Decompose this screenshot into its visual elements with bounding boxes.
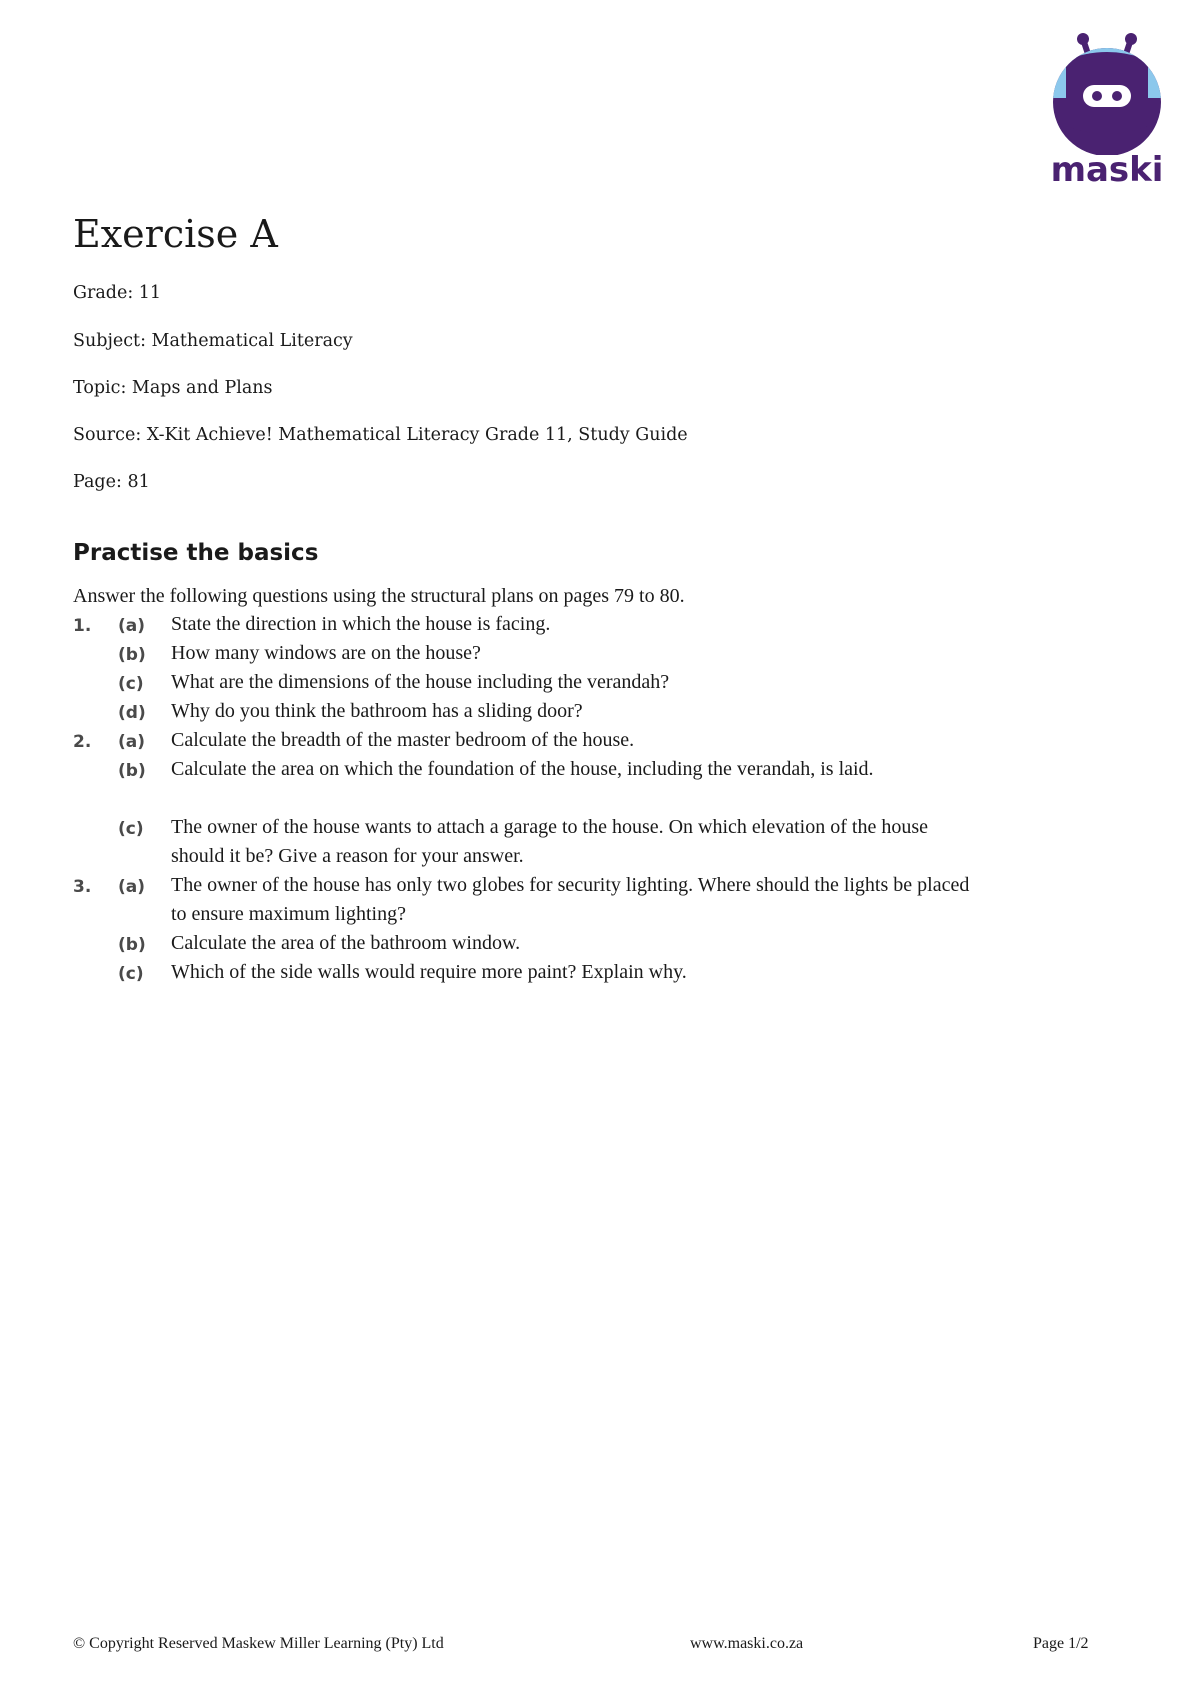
part-text: Calculate the breadth of the master bedroom of the house.	[171, 729, 635, 751]
maski-logo	[1048, 30, 1178, 200]
part-text: How many windows are on the house?	[171, 642, 481, 664]
footer-page-number: Page 1/2	[1033, 1635, 1089, 1652]
part-text: State the direction in which the house is facing.	[171, 613, 551, 635]
part-label: (a)	[118, 732, 146, 752]
part-label: (a)	[118, 877, 146, 897]
footer-copyright: © Copyright Reserved Maskew Miller Learning (Pty) Ltd	[73, 1635, 444, 1652]
meta-grade: Grade: 11	[73, 283, 162, 303]
intro-text: Answer the following questions using the structural plans on pages 79 to 80.	[73, 585, 685, 607]
footer-website-link[interactable]: www.maski.co.za	[690, 1635, 804, 1652]
meta-source: Source: X-Kit Achieve! Mathematical Literacy Grade 11, Study Guide	[73, 425, 688, 445]
page-title: Exercise A	[73, 212, 278, 256]
part-text: The owner of the house wants to attach a garage to the house. On which elevation of the house should it be? Give a reason for your answer.	[171, 816, 928, 867]
meta-topic: Topic: Maps and Plans	[73, 378, 273, 398]
part-text: Why do you think the bathroom has a sliding door?	[171, 700, 583, 722]
part-label: (c)	[118, 819, 144, 839]
part-label: (c)	[118, 964, 144, 984]
part-text: Calculate the area on which the foundation of the house, including the verandah, is laid.	[171, 758, 874, 780]
question-number: 3.	[73, 877, 92, 897]
part-text: Calculate the area of the bathroom window.	[171, 932, 521, 954]
part-text: Which of the side walls would require more paint? Explain why.	[171, 961, 687, 983]
section-heading: Practise the basics	[73, 540, 319, 566]
maski-mascot-icon	[1048, 30, 1166, 155]
part-label: (b)	[118, 645, 146, 665]
meta-page: Page: 81	[73, 472, 150, 492]
meta-subject: Subject: Mathematical Literacy	[73, 331, 353, 351]
question-number: 2.	[73, 732, 92, 752]
part-label: (b)	[118, 935, 146, 955]
part-text: What are the dimensions of the house including the verandah?	[171, 671, 670, 693]
part-text: The owner of the house has only two globes for security lighting. Where should the lights be placed to ensure maximum lighting?	[171, 874, 970, 925]
part-label: (c)	[118, 674, 144, 694]
part-label: (d)	[118, 703, 146, 723]
part-label: (b)	[118, 761, 146, 781]
part-label: (a)	[118, 616, 146, 636]
logo-wordmark: maski	[1050, 150, 1164, 190]
question-number: 1.	[73, 616, 92, 636]
